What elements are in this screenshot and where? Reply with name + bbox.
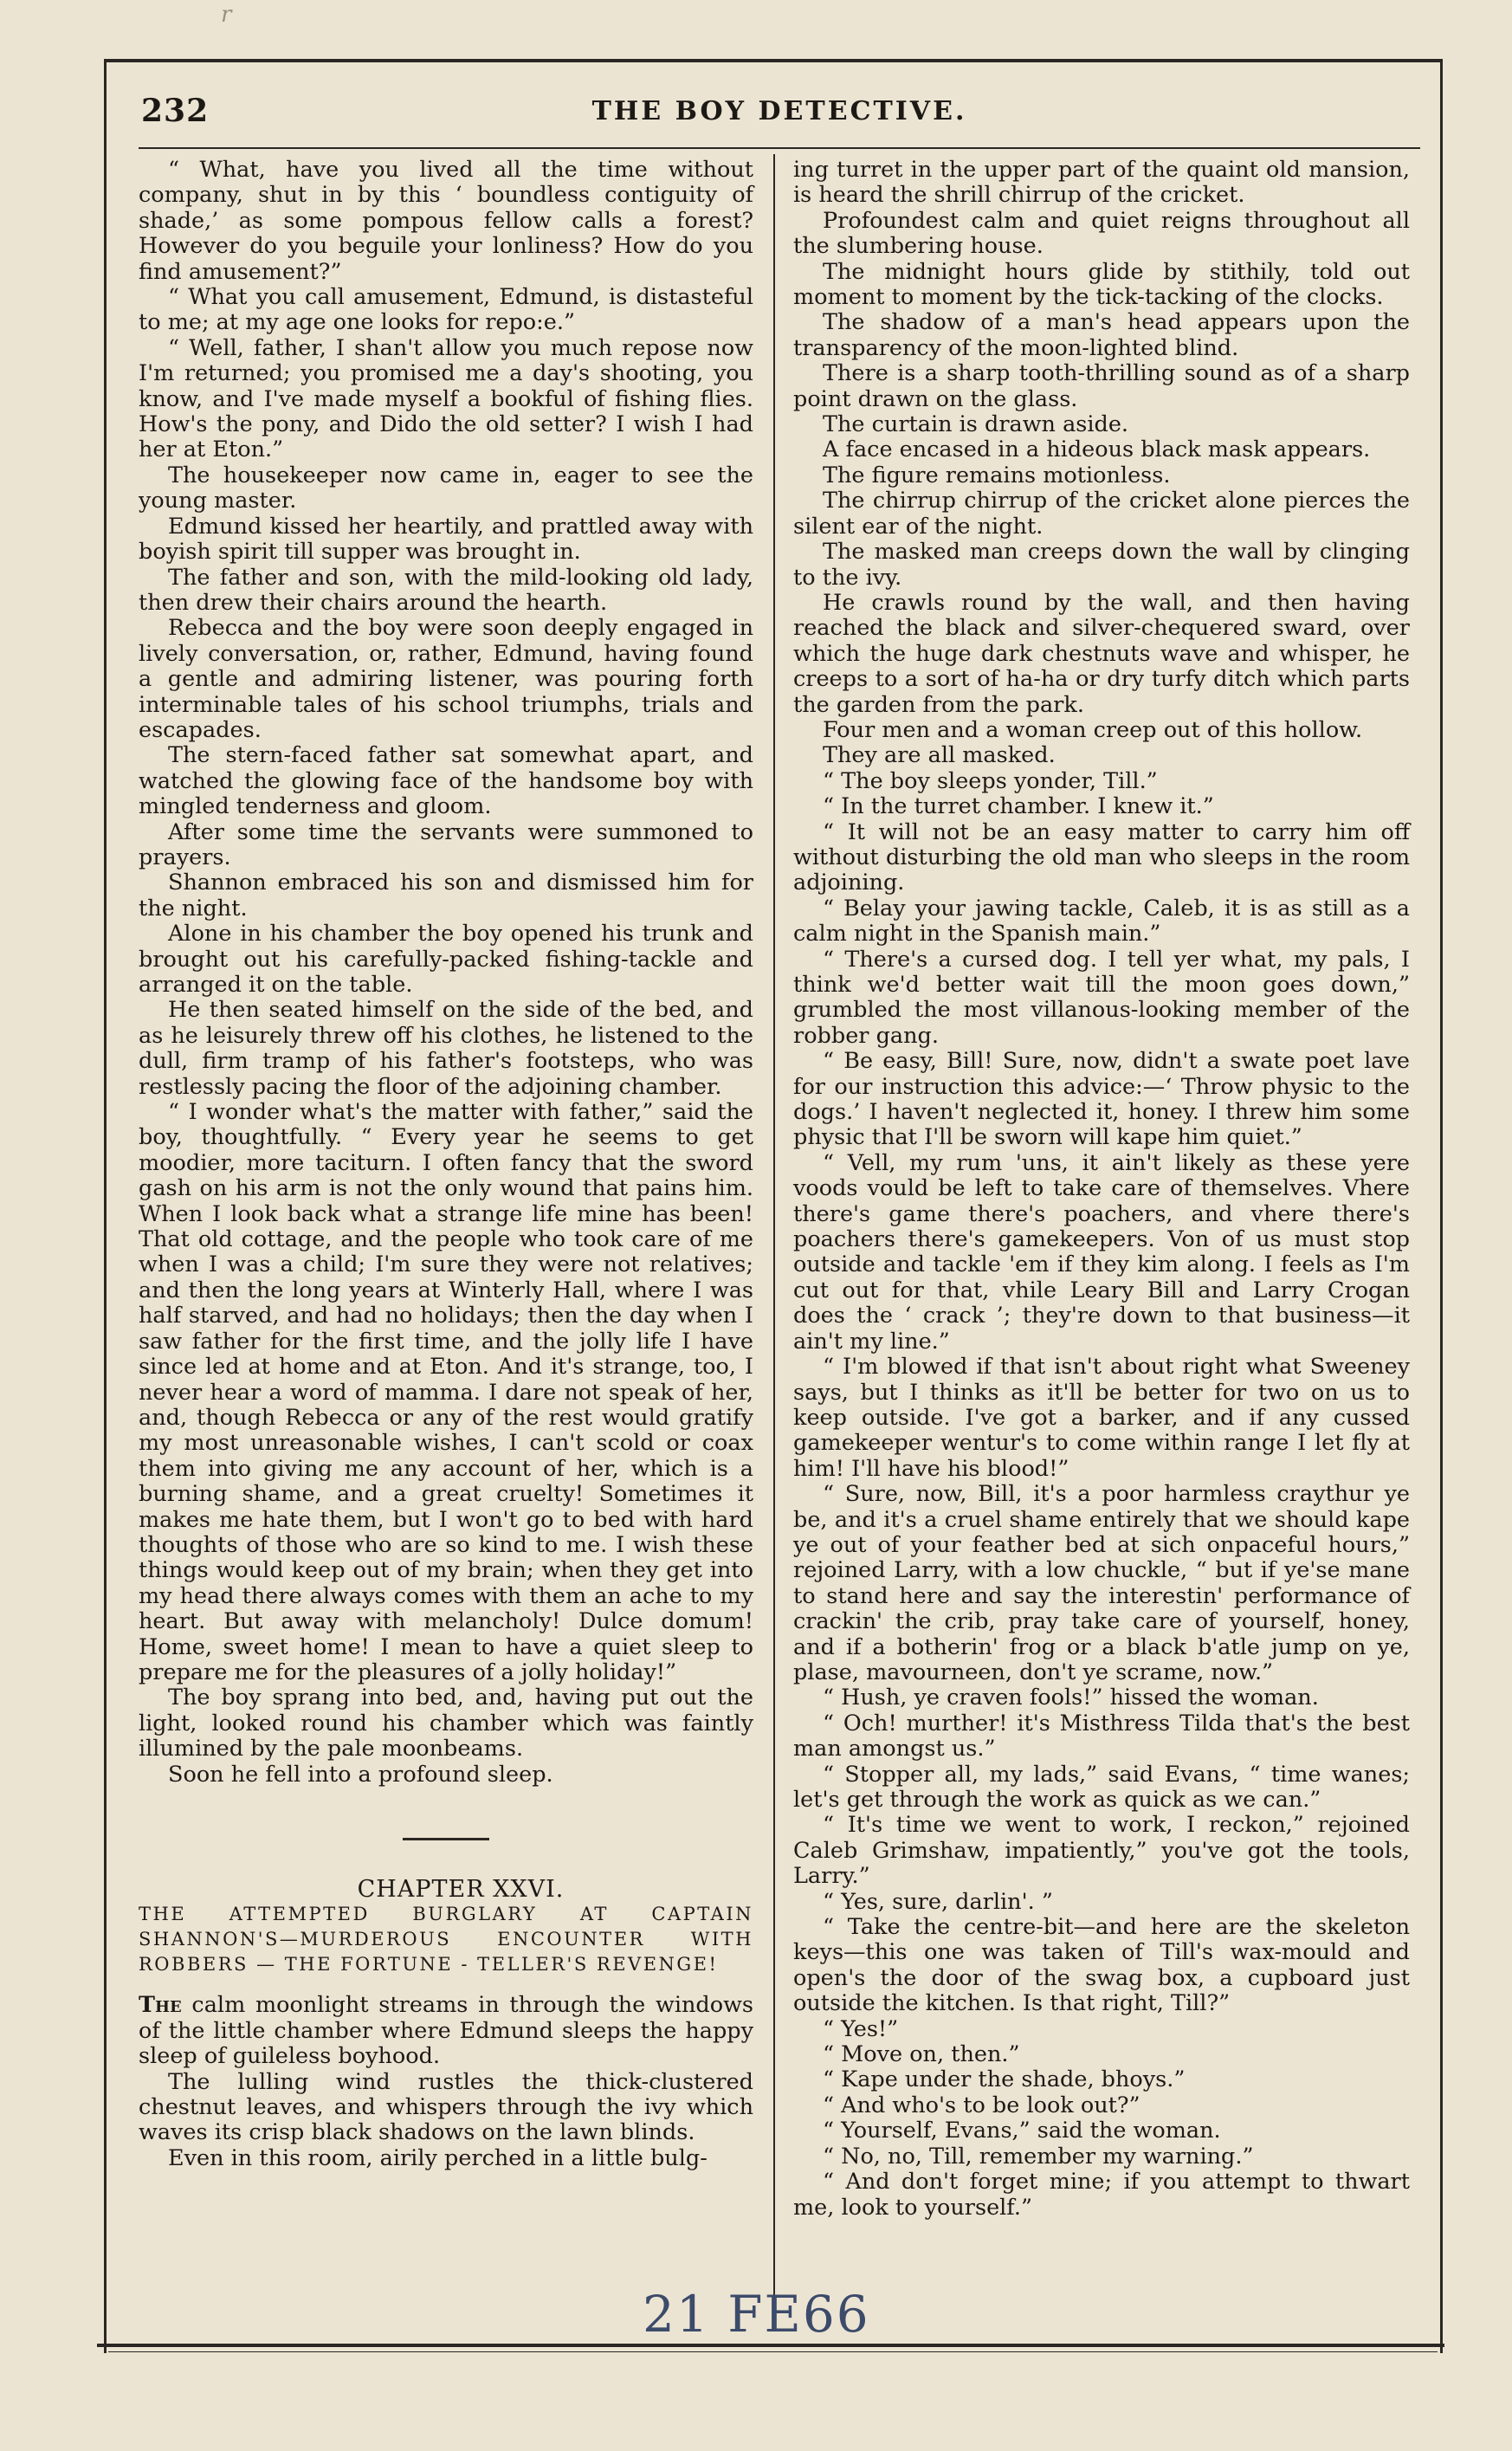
left-column — [139, 158, 753, 2171]
paragraph: “ In the turret chamber. I knew it.” — [823, 793, 1214, 820]
paragraph: “ Yes, sure, darlin'. ” — [823, 1888, 1053, 1915]
paragraph: The housekeeper now came in, eager to see the young master. — [139, 462, 753, 514]
paragraph: “ It will not be an easy matter to carry him off without disturbing the old man who sleeps in the room adjoining. — [793, 818, 1410, 896]
paragraph: “ Yes!” — [823, 2015, 899, 2042]
paragraph: There is a sharp tooth-thrilling sound as of a sharp point drawn on the glass. — [793, 360, 1410, 412]
paragraph: After some time the servants were summoned to prayers. — [139, 818, 753, 870]
paragraph: The stern-faced father sat somewhat apart, and watched the glowing face of the handsome boy with mingled tenderness and gloom. — [139, 742, 753, 820]
paragraph: The shadow of a man's head appears upon the transparency of the moon-lighted blind. — [793, 309, 1410, 361]
right-column — [793, 158, 1410, 2221]
paragraph: Rebecca and the boy were soon deeply engaged in lively conversation, or, rather, Edmund, having found a gentle and admiring listener, was pouring forth interminable tales of his school triumphs, trials and escapades. — [139, 615, 753, 743]
paragraph: “ And who's to be look out?” — [823, 2092, 1140, 2118]
paragraph: Edmund kissed her heartily, and prattled away with boyish spirit till supper was brought in. — [139, 513, 753, 566]
chapter-opening-paragraph — [139, 1993, 753, 2069]
column-divider — [773, 154, 775, 2324]
paragraph: Shannon embraced his son and dismissed him for the night. — [139, 870, 753, 922]
paragraph: “ Stopper all, my lads,” said Evans, “ time wanes; let's get through the work as quick as we can.” — [793, 1761, 1410, 1813]
chapter-paragraphs — [139, 2070, 753, 2172]
right-paragraphs — [793, 209, 1410, 2221]
paragraph: “ The boy sleeps yonder, Till.” — [823, 767, 1158, 794]
paragraph: The boy sprang into bed, and, having put out the light, looked round his chamber which was faintly illumined by the pale moonbeams. — [139, 1685, 753, 1762]
paragraph: The curtain is drawn aside. — [823, 411, 1129, 438]
library-date-stamp: 21 FE66 — [643, 2285, 870, 2344]
paragraph: They are all masked. — [823, 742, 1056, 769]
paragraph: “ No, no, Till, remember my warning.” — [823, 2143, 1254, 2170]
paragraph: “ What you call amusement, Edmund, is distasteful to me; at my age one looks for repo:e.” — [139, 284, 753, 336]
page-header — [139, 91, 1420, 134]
chapter-summary: THE ATTEMPTED BURGLARY AT CAPTAIN SHANNON'S—MURDEROUS ENCOUNTER WITH ROBBERS — THE FORTUNE - TELLER'S REVENGE! — [139, 1904, 753, 1976]
paragraph: Even in this room, airily perched in a little bulg- — [168, 2144, 708, 2171]
paragraph: Soon he fell into a profound sleep. — [168, 1761, 553, 1788]
paragraph: “ And don't forget mine; if you attempt to thwart me, look to yourself.” — [793, 2169, 1410, 2221]
paragraph: The figure remains motionless. — [823, 462, 1171, 488]
page-number: 232 — [141, 93, 210, 129]
paragraph: “ I wonder what's the matter with father,” said the boy, thoughtfully. “ Every year he seems to get moodier, more taciturn. I often fancy that the sword gash on his arm is not the only wound that pains him. When I look back what a strange life mine has been! That old cottage, and the people who took care of me when I was a child; I'm sure they were not relatives; and then the long years at Winterly Hall, where I was half starved, and had no holidays; then the day when I saw father for the first time, and the jolly life I have since led at home and at Eton. And it's strange, too, I never hear a word of mamma. I dare not speak of her, and, though Rebecca or any of the rest would gratify my most unreasonable wishes, I can't scold or coax them into giving me any account of her, which is a burning shame, and a great cruelty! Sometimes it makes me hate them, but I won't go to bed with hard thoughts of those who are so kind to me. I wish these things would keep out of my brain; when they get into my head there always comes with them an ache to my heart. But away with melancholy! Dulce domum! Home, sweet home! I mean to have a quiet sleep to prepare me for the pleasures of a jolly holiday!” — [139, 1099, 753, 1685]
running-title: THE BOY DETECTIVE. — [591, 96, 967, 126]
paragraph: “ Take the centre-bit—and here are the skeleton keys—this one was taken of Till's wax-mould and open's the door of the swag box, a cupboard just outside the kitchen. Is that right, Till?” — [793, 1914, 1410, 2017]
bottom-rule — [97, 2344, 1444, 2347]
paragraph: The father and son, with the mild-looking old lady, then drew their chairs around the hearth. — [139, 564, 753, 616]
paragraph: “ Och! murther! it's Misthress Tilda that's the best man amongst us.” — [793, 1710, 1410, 1762]
paragraph: “ I'm blowed if that isn't about right what Sweeney says, but I thinks as it'll be better for two on us to keep outside. I've got a barker, and if any cussed gamekeeper wentur's to come within range I let fly at him! I'll have his blood!” — [793, 1354, 1410, 1482]
paragraph: “ Hush, ye craven fools!” hissed the woman. — [823, 1685, 1319, 1711]
left-paragraphs — [139, 158, 753, 1788]
paragraph: “ There's a cursed dog. I tell yer what, my pals, I think we'd better wait till the moon goes down,” grumbled the most villanous-looking member of the robber gang. — [793, 946, 1410, 1049]
paragraph: The masked man creeps down the wall by clinging to the ivy. — [793, 539, 1410, 591]
paragraph: “ What, have you lived all the time without company, shut in by this ‘ boundless contiguity of shade,’ as some pompous fellow calls a forest? However do you beguile your lonliness? How do you find amusement?” — [139, 157, 753, 285]
chapter-opening-text: calm moonlight streams in through the windows of the little chamber where Edmund sleeps the happy sleep of guileless boyhood. — [139, 1992, 753, 2070]
chapter-title: CHAPTER XXVI. — [357, 1876, 565, 1903]
header-rule — [139, 147, 1420, 149]
paragraph: The lulling wind rustles the thick-clustered chestnut leaves, and whispers through the ivy which waves its crisp black shadows on the lawn blinds. — [139, 2068, 753, 2146]
paragraph: “ Yourself, Evans,” said the woman. — [823, 2118, 1221, 2144]
paragraph: Profoundest calm and quiet reigns throughout all the slumbering house. — [793, 207, 1410, 260]
paragraph: “ Well, father, I shan't allow you much repose now I'm returned; you promised me a day's shooting, you know, and I've made myself a bookful of fishing flies. How's the pony, and Dido the old setter? I wish I had her at Eton.” — [139, 334, 753, 463]
paragraph: “ Move on, then.” — [823, 2041, 1020, 2068]
paragraph: Alone in his chamber the boy opened his trunk and brought out his carefully-packed fishing-tackle and arranged it on the table. — [139, 921, 753, 998]
page-mark: r — [221, 2, 232, 28]
paragraph: The midnight hours glide by stithily, told out moment to moment by the tick-tacking of the clocks. — [793, 258, 1410, 311]
chapter-separator — [403, 1838, 489, 1840]
paragraph: “ Belay your jawing tackle, Caleb, it is as still as a calm night in the Spanish main.” — [793, 895, 1410, 947]
paragraph: Four men and a woman creep out of this hollow. — [823, 716, 1363, 743]
bottom-rule-thin — [108, 2351, 1438, 2352]
chapter-opening-word: The — [139, 1992, 182, 2019]
right-lead-fragment: ing turret in the upper part of the quaint old mansion, is heard the shrill chirrup of the cricket. — [793, 157, 1410, 209]
paragraph: He then seated himself on the side of the bed, and as he leisurely threw off his clothes, he listened to the dull, firm tramp of his father's footsteps, who was restlessly pacing the floor of the adjoining chamber. — [139, 997, 753, 1100]
paragraph: The chirrup chirrup of the cricket alone pierces the silent ear of the night. — [793, 488, 1410, 540]
paragraph: “ Sure, now, Bill, it's a poor harmless craythur ye be, and it's a cruel shame entirely that we should kape ye out of your feather bed at sich onpaceful hours,” rejoined Larry, with a low chuckle, “ but if ye'se mane to stand here and say the interestin' performance of crackin' the crib, pray take care of yourself, honey, and if a botherin' frog or a black b'atle jump on ye, plase, mavourneen, don't ye scrame, now.” — [793, 1481, 1410, 1685]
paragraph: He crawls round by the wall, and then having reached the black and silver-chequered sward, over which the huge dark chestnuts wave and whisper, he creeps to a sort of ha-ha or dry turfy ditch which parts the garden from the park. — [793, 589, 1410, 718]
paragraph: A face encased in a hideous black mask appears. — [823, 437, 1371, 463]
paragraph: “ Kape under the shade, bhoys.” — [823, 2066, 1186, 2093]
paragraph: “ It's time we went to work, I reckon,” rejoined Caleb Grimshaw, impatiently,” you've got the tools, Larry.” — [793, 1812, 1410, 1890]
paragraph: “ Vell, my rum 'uns, it ain't likely as these yere voods vould be left to take care of themselves. Vhere there's game there's poachers, and vhere there's poachers there's gamekeepers. Von of us must stop outside and tackle 'em if they kim along. I feels as I'm cut out for that, vhile Leary Bill and Larry Crogan does the ‘ crack ’; they're down to that business—it ain't my line.” — [793, 1149, 1410, 1355]
paragraph: “ Be easy, Bill! Sure, now, didn't a swate poet lave for our instruction this advice:—‘ Throw physic to the dogs.’ I haven't neglected it, honey. I threw him some physic that I'll be sworn will kape him quiet.” — [793, 1048, 1410, 1151]
